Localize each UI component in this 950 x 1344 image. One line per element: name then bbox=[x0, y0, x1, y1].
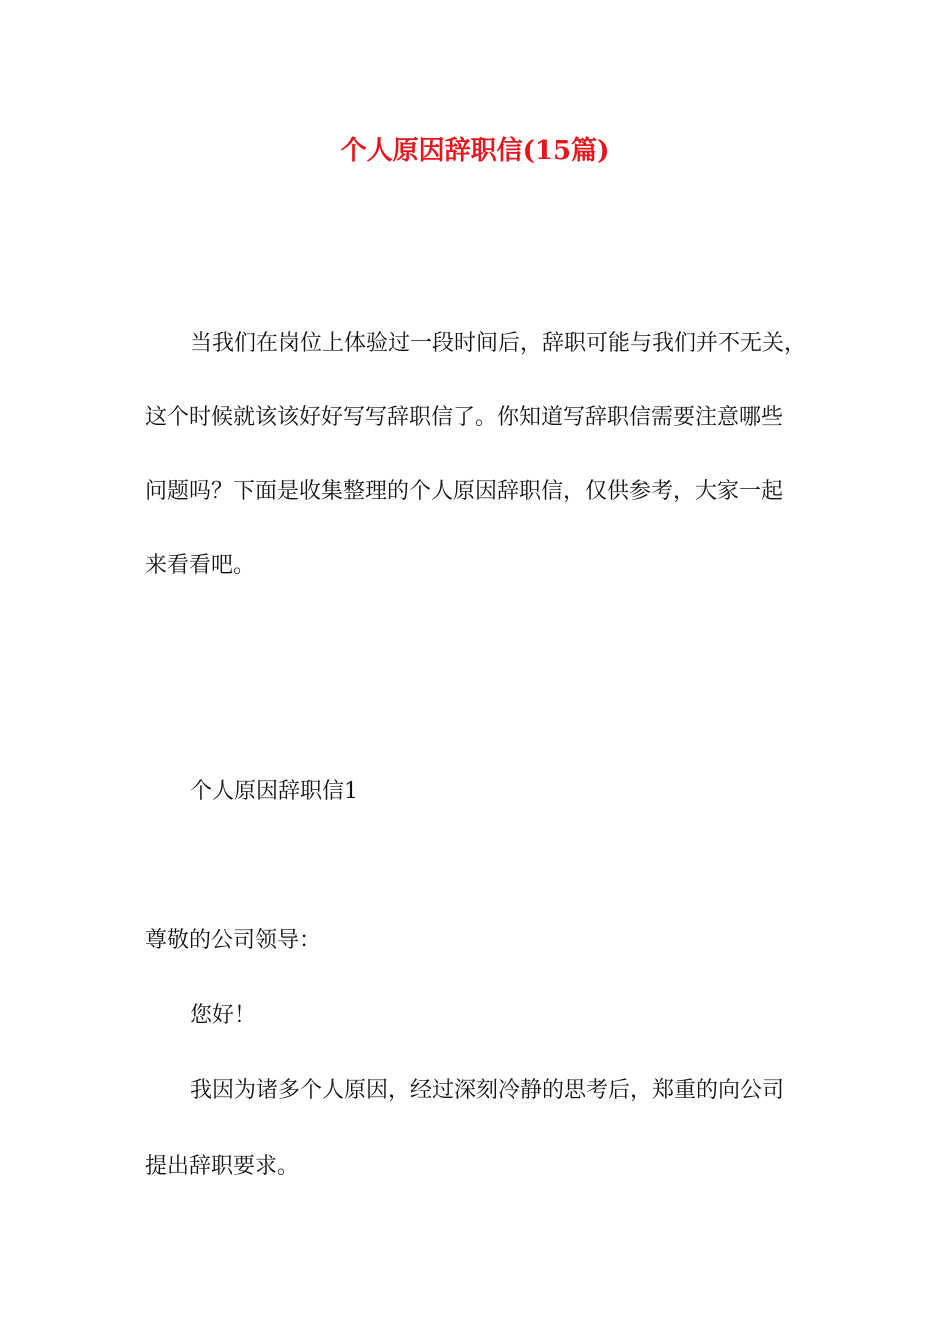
body-line-1: 我因为诸多个人原因，经过深刻冷静的思考后，郑重的向公司 bbox=[190, 1078, 785, 1103]
greeting: 您好！ bbox=[190, 1003, 257, 1028]
document-title: 个人原因辞职信(15篇) bbox=[340, 136, 610, 166]
intro-line-4: 来看看吧。 bbox=[145, 553, 256, 578]
salutation: 尊敬的公司领导： bbox=[145, 928, 322, 953]
intro-line-1: 当我们在岗位上体验过一段时间后，辞职可能与我们并不无关， bbox=[190, 331, 807, 356]
body-line-2: 提出辞职要求。 bbox=[145, 1154, 300, 1179]
section-heading: 个人原因辞职信1 bbox=[190, 779, 358, 804]
intro-line-3: 问题吗？下面是收集整理的个人原因辞职信，仅供参考，大家一起 bbox=[145, 479, 784, 504]
intro-line-2: 这个时候就该该好好写写辞职信了。你知道写辞职信需要注意哪些 bbox=[145, 405, 784, 430]
